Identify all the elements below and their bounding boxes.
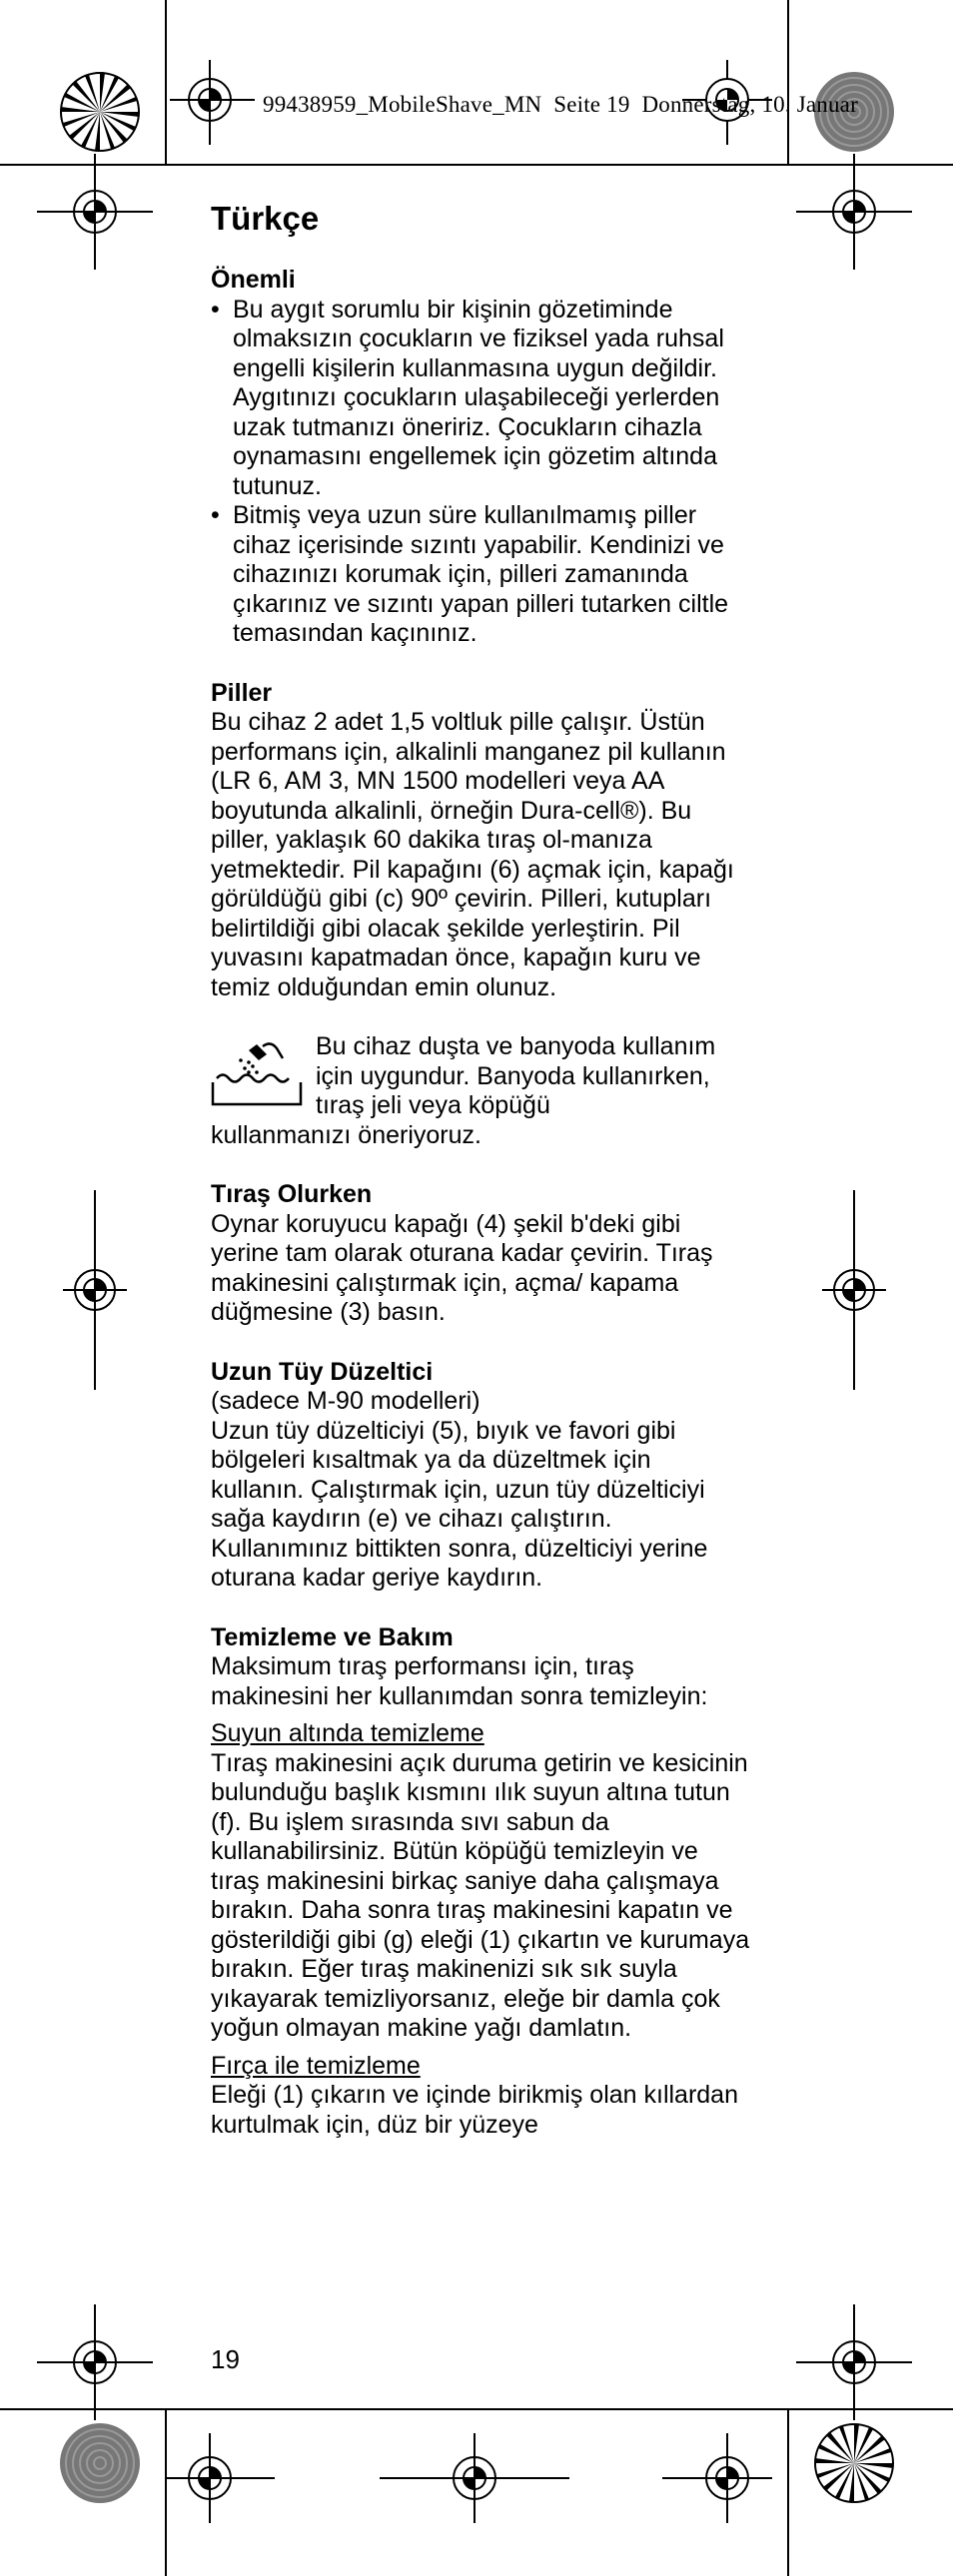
shower-text: Bu cihaz duşta ve banyoda kullanım için uygundur. Banyoda kullanırken, tıraş jeli veya köpüğü bbox=[316, 1032, 716, 1119]
cleaning-text: Maksimum tıraş performansı için, tıraş makinesini her kullanımdan sonra temizleyin: bbox=[211, 1652, 708, 1710]
page-number: 19 bbox=[211, 2344, 240, 2374]
shower-notice bbox=[211, 1032, 750, 1150]
gray-target-icon bbox=[60, 2423, 140, 2503]
important-heading: Önemli bbox=[211, 266, 296, 294]
important-list bbox=[211, 296, 750, 649]
registration-mark-icon bbox=[63, 1190, 127, 1390]
manual-content bbox=[211, 200, 750, 2140]
list-item: • Bitmiş veya uzun süre kullanılmamış piller cihaz içerisinde sızıntı yapabilir. Kendinizi ve cihazınızı korumak için, pilleri zamanında çıkarınız ve sızıntı yapan pilleri tutarken ciltle temasından kaçınınız. bbox=[211, 501, 750, 649]
section-title: Türkçe bbox=[211, 200, 320, 237]
star-target-icon bbox=[61, 73, 139, 151]
batteries-text: Bu cihaz 2 adet 1,5 voltluk pille çalışır. Üstün performans için, alkalinli manganez pil kullanın (LR 6, AM 3, MN 1500 modelleri veya AA boyutunda alkalinli, örneğin Dura-cell®). Bu piller, yaklaşık 60 dakika tıraş ol-manıza yetmektedir. Pil kapağını (6) açmak için, kapağı görüldüğü gibi (c) 90º çevirin. Pilleri, kutupları belirtildiği gibi olacak şekilde yerleştirin. Pil yuvasını kapatmadan önce, kapağın kuru ve temiz olduğundan emin olunuz. bbox=[211, 708, 734, 1001]
list-item: • Bu aygıt sorumlu bir kişinin gözetiminde olmaksızın çocukların ve fiziksel yada ruhsal engelli kişilerin kullanmasına uygun değildir. Aygıtınızı çocukların ulaşabileceği yerlerden uzak tutmanızı öneririz. Çocukların cihazla oynamasını engellemek için gözetim altında tutunuz. bbox=[211, 296, 750, 502]
shower-bath-icon bbox=[211, 1038, 303, 1108]
shower-text-tail: kullanmanızı öneriyoruz. bbox=[211, 1120, 481, 1149]
brush-cleaning-heading: Fırça ile temizleme bbox=[211, 2051, 421, 2080]
water-cleaning-text: Tıraş makinesini açık duruma getirin ve kesicinin bulunduğu başlık kısmını ılık suyun altına tutun (f). Bu işlem sırasında sıvı sabun da kullanabilirsiniz. Bütün köpüğü temizleyin ve tıraş makinesini birkaç saniye daha çalışmaya bırakın. Daha sonra tıraş makinesini kapatın ve gösterildiği gibi (g) eleği (1) çıkartın ve kurumaya bırakın. Eğer tıraş makinenizi sık sık suyla yıkayarak temizliyorsanız, eleğe bir damla çok yoğun olmayan makine yağı damlatın. bbox=[211, 1748, 750, 2042]
print-slug-header bbox=[263, 92, 953, 118]
water-cleaning-heading: Suyun altında temizleme bbox=[211, 1719, 484, 1747]
registration-mark-icon bbox=[170, 60, 255, 145]
slug-page-label: Seite 19 bbox=[553, 92, 630, 117]
registration-mark-icon bbox=[822, 1190, 886, 1390]
trimmer-text: Uzun tüy düzelticiyi (5), bıyık ve favori gibi bölgeleri kısaltmak ya da düzeltmek için kullanın. Çalıştırmak için, uzun tüy düzelticiyi sağa kaydırın (e) ve cihazı çalıştırın. Kullanımınız bittikten sonra, düzelticiyi yerine oturana kadar geriye kaydırın. bbox=[211, 1416, 708, 1592]
star-target-icon bbox=[815, 2424, 893, 2502]
registration-mark-icon bbox=[37, 154, 153, 270]
registration-mark-icon bbox=[796, 2304, 912, 2420]
registration-mark-icon bbox=[37, 2304, 153, 2420]
trimmer-heading: Uzun Tüy Düzeltici bbox=[211, 1357, 434, 1386]
slug-filename: 99438959_MobileShave_MN bbox=[263, 92, 542, 117]
batteries-heading: Piller bbox=[211, 678, 273, 707]
registration-mark-icon bbox=[165, 2433, 275, 2523]
shaving-heading: Tıraş Olurken bbox=[211, 1180, 373, 1208]
registration-mark-icon bbox=[796, 154, 912, 270]
shaving-text: Oynar koruyucu kapağı (4) şekil b'deki gibi yerine tam olarak oturana kadar çevirin. Tıraş makinesini çalıştırmak için, açma/ kapama düğmesine (3) basın. bbox=[211, 1209, 713, 1326]
registration-mark-icon bbox=[380, 2433, 569, 2523]
brush-cleaning-text: Eleği (1) çıkarın ve içinde birikmiş olan kıllardan kurtulmak için, düz bir yüzeye bbox=[211, 2081, 738, 2139]
slug-date: Donnerstag, 10. Januar bbox=[641, 92, 858, 117]
trimmer-subheading: (sadece M-90 modelleri) bbox=[211, 1387, 480, 1415]
registration-mark-icon bbox=[662, 2433, 772, 2523]
cleaning-heading: Temizleme ve Bakım bbox=[211, 1622, 454, 1651]
